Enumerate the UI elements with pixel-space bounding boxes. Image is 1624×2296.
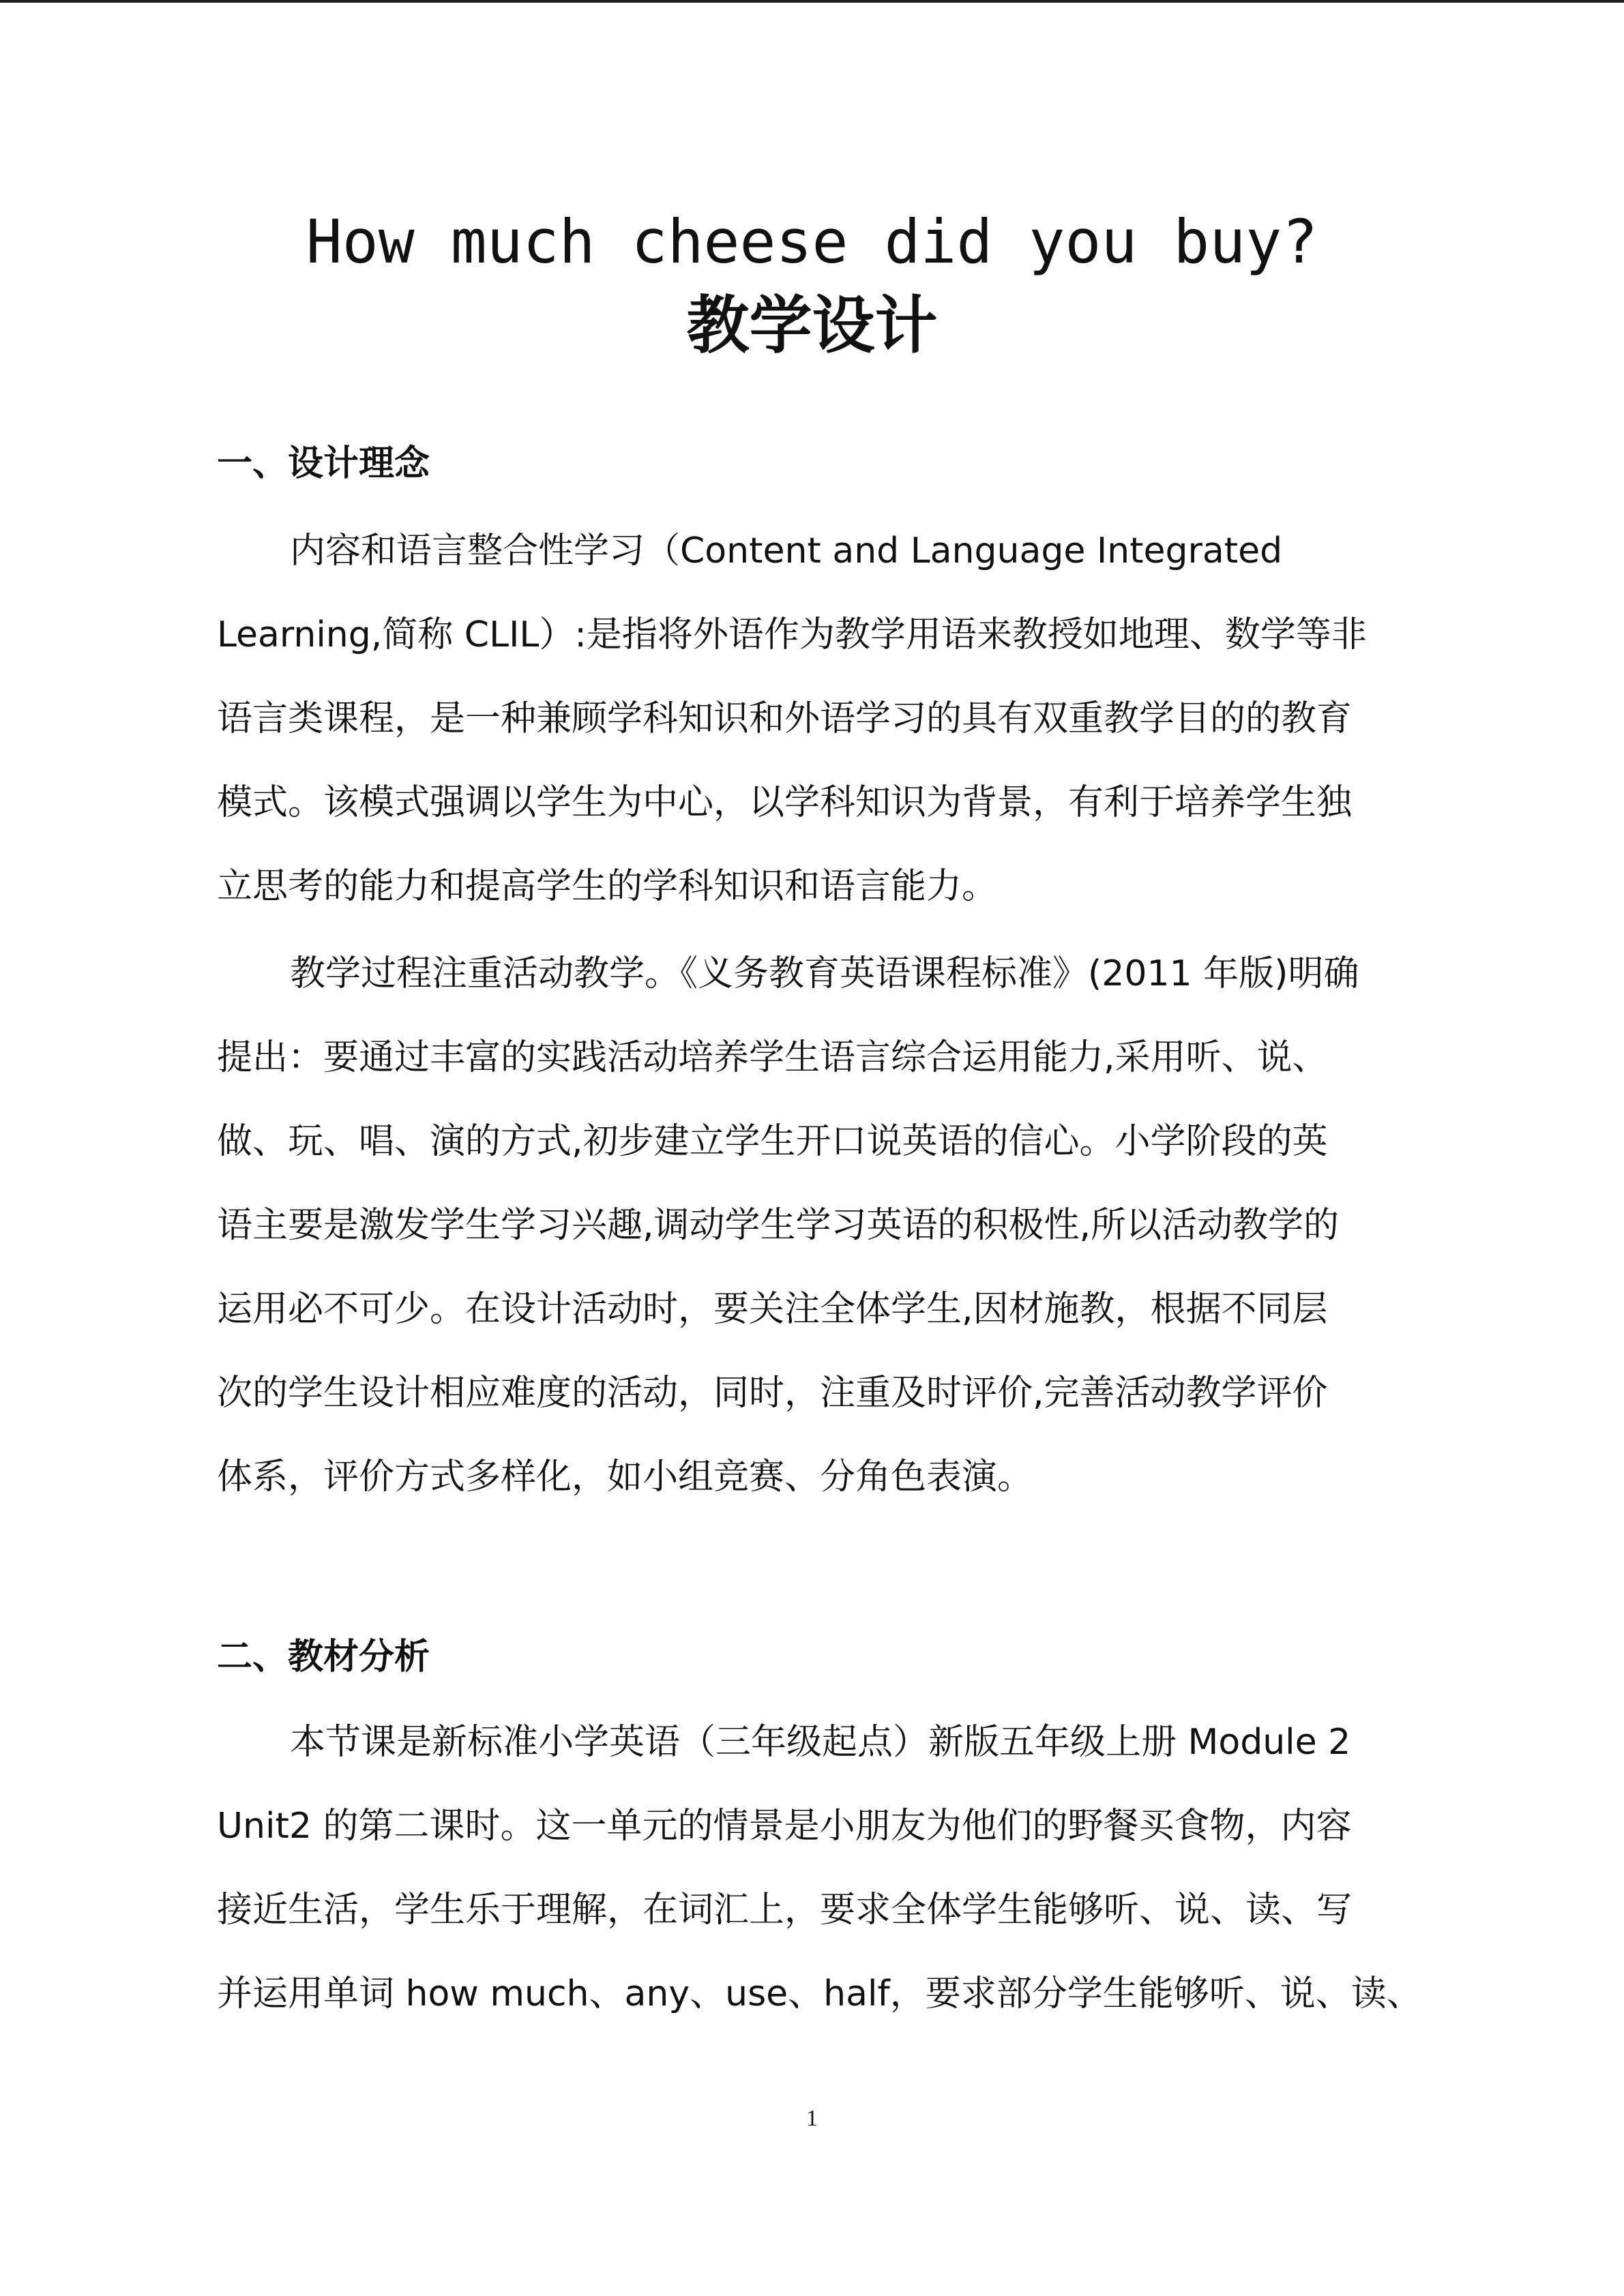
top-border-line <box>0 0 1624 3</box>
paragraph-line: Unit2 的第二课时。这一单元的情景是小朋友为他们的野餐买食物，内容 <box>217 1806 1352 1847</box>
paragraph-line: 接近生活，学生乐于理解，在词汇上，要求全体学生能够听、说、读、写 <box>217 1890 1353 1930</box>
paragraph-line: 模式。该模式强调以学生为中心，以学科知识为背景，有利于培养学生独 <box>217 782 1353 823</box>
paragraph-line: 语言类课程，是一种兼顾学科知识和外语学习的具有双重教学目的的教育 <box>217 698 1353 739</box>
paragraph-line: 体系，评价方式多样化，如小组竞赛、分角色表演。 <box>217 1457 1033 1497</box>
paragraph-line: 提出：要通过丰富的实践活动培养学生语言综合运用能力,采用听、说、 <box>217 1037 1328 1078</box>
paragraph-line: 做、玩、唱、演的方式,初步建立学生开口说英语的信心。小学阶段的英 <box>217 1121 1328 1162</box>
section-heading-design-concept: 一、设计理念 <box>217 443 430 484</box>
paragraph-line: 立思考的能力和提高学生的学科知识和语言能力。 <box>217 866 998 907</box>
paragraph-line: 内容和语言整合性学习（Content and Language Integrated <box>290 531 1283 571</box>
paragraph-line: 语主要是激发学生学习兴趣,调动学生学习英语的积极性,所以活动教学的 <box>217 1205 1340 1246</box>
document-title-english: How much cheese did you buy? <box>306 207 1318 277</box>
paragraph-line: Learning,简称 CLIL）:是指将外语作为教学用语来教授如地理、数学等非 <box>217 614 1367 655</box>
paragraph-line: 运用必不可少。在设计活动时，要关注全体学生,因材施教，根据不同层 <box>217 1289 1328 1330</box>
document-title-chinese: 教学设计 <box>686 289 938 362</box>
paragraph-line: 教学过程注重活动教学。《义务教育英语课程标准》(2011 年版)明确 <box>290 953 1359 994</box>
section-heading-textbook-analysis: 二、教材分析 <box>217 1637 430 1678</box>
paragraph-line: 次的学生设计相应难度的活动，同时，注重及时评价,完善活动教学评价 <box>217 1373 1328 1414</box>
paragraph-line: 并运用单词 how much、any、use、half，要求部分学生能够听、说、读、 <box>217 1973 1422 2014</box>
paragraph-line: 本节课是新标准小学英语（三年级起点）新版五年级上册 Module 2 <box>290 1722 1351 1763</box>
page-number: 1 <box>806 2106 818 2131</box>
